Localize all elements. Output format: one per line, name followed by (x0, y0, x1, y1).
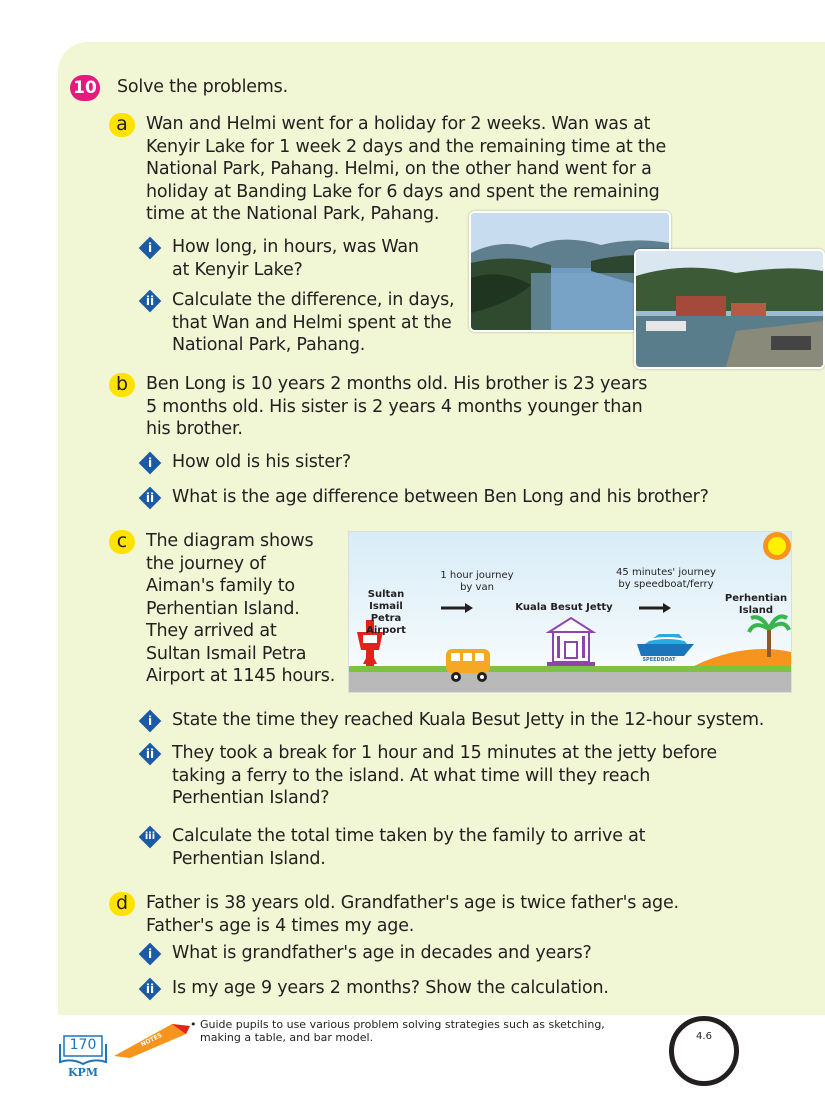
part-a-i-marker: i (138, 236, 162, 260)
speedboat-label: SPEEDBOAT (642, 657, 676, 663)
part-c-ii-marker: ii (138, 742, 162, 766)
journey-diagram (348, 531, 792, 693)
part-b-i-marker: i (138, 451, 162, 475)
jetty-building-icon (547, 618, 595, 666)
part-c-text: The diagram shows the journey of Aiman's family to Perhentian Island. They arrived at Sultan Ismail Petra Airport at 1145 hours. (146, 531, 336, 686)
part-b-ii-marker: ii (138, 486, 162, 510)
island-icon (694, 616, 791, 666)
airport-label: Sultan Ismail Petra Airport (366, 589, 406, 636)
part-b-badge: b (109, 373, 135, 397)
standard-code-circle: 4.6 (669, 1016, 739, 1086)
part-c-ii-text: They took a break for 1 hour and 15 minutes at the jetty before taking a ferry to the island. At what time will they reach Perhentian Island? (172, 743, 717, 808)
jetty-photo (634, 249, 825, 369)
part-c-badge: c (109, 530, 135, 554)
teachers-notes-badge: TEACHER'S NOTES (112, 1018, 192, 1060)
part-d-ii-marker: ii (138, 977, 162, 1001)
question-number-badge: 10 (70, 75, 100, 101)
island-label: Perhentian Island (724, 593, 788, 616)
teacher-note: • Guide pupils to use various problem solving strategies such as sketching, making a table, and bar model. (190, 1018, 605, 1044)
arrow-icon-1 (441, 603, 473, 613)
part-d-text: Father is 38 years old. Grandfather's age is twice father's age. Father's age is 4 times my age. (146, 893, 679, 936)
jetty-label: Kuala Besut Jetty (515, 602, 613, 613)
part-c-iii-text: Calculate the total time taken by the family to arrive at Perhentian Island. (172, 826, 646, 869)
part-c-i-text: State the time they reached Kuala Besut Jetty in the 12-hour system. (172, 710, 765, 730)
leg1-label: 1 hour journey by van (440, 570, 514, 593)
part-a-badge: a (109, 113, 135, 137)
part-a-i-text: How long, in hours, was Wan at Kenyir Lake? (172, 237, 419, 280)
part-b-ii-text: What is the age difference between Ben Long and his brother? (172, 487, 709, 507)
arrow-icon-2 (639, 603, 671, 613)
part-d-i-text: What is grandfather's age in decades and years? (172, 943, 592, 963)
part-d-badge: d (109, 892, 135, 916)
speedboat-icon (637, 634, 694, 656)
part-a-ii-marker: ii (138, 289, 162, 313)
part-b-i-text: How old is his sister? (172, 452, 351, 472)
part-c-i-marker: i (138, 709, 162, 733)
sun-icon (763, 532, 791, 560)
part-c-iii-marker: iii (136, 825, 164, 849)
part-b-text: Ben Long is 10 years 2 months old. His brother is 23 years 5 months old. His sister is 2 years 4 months younger than his brother. (146, 374, 648, 439)
leg2-label: 45 minutes' journey by speedboat/ferry (616, 567, 716, 590)
part-a-text: Wan and Helmi went for a holiday for 2 weeks. Wan was at Kenyir Lake for 1 week 2 days and the remaining time at the National Park, Pahang. Helmi, on the other hand went for a holiday at Banding Lake for 6 days and spent the remaining time at the National Park, Pahang. (146, 114, 667, 224)
part-d-ii-text: Is my age 9 years 2 months? Show the calculation. (172, 978, 609, 998)
page-number-badge: 170 KPM (58, 1032, 108, 1082)
part-d-i-marker: i (138, 942, 162, 966)
question-instruction: Solve the problems. (117, 77, 288, 97)
part-a-ii-text: Calculate the difference, in days, that Wan and Helmi spent at the National Park, Pahang. (172, 290, 455, 355)
